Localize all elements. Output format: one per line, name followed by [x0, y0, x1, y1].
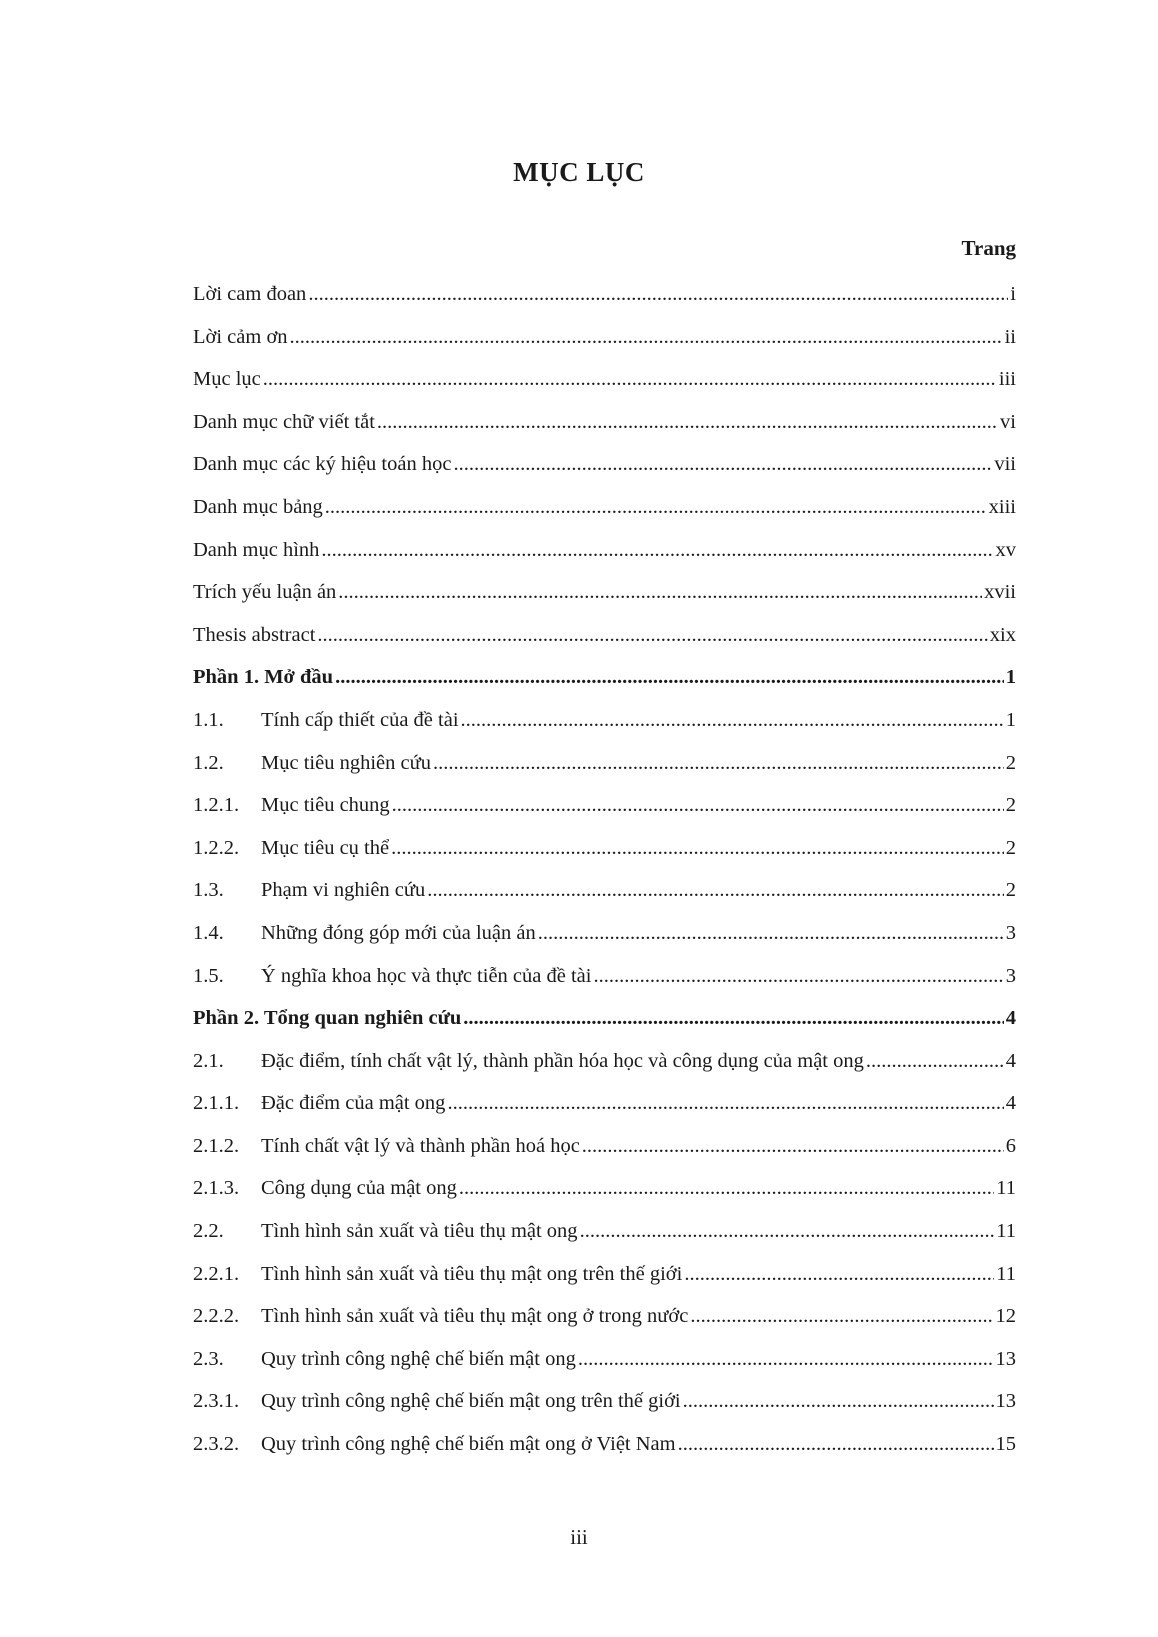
toc-entry[interactable]	[193, 1348, 1016, 1391]
toc-entry-page: 6	[1005, 1134, 1016, 1157]
toc-entry[interactable]	[193, 879, 1016, 922]
toc-entry-number: 2.3.1.	[193, 1390, 240, 1413]
toc-entry-page: 13	[995, 1347, 1016, 1370]
toc-dot-leader	[321, 539, 993, 562]
toc-entry-title: Tính chất vật lý và thành phần hoá học	[261, 1134, 580, 1157]
toc-dot-leader	[263, 368, 997, 391]
toc-entry[interactable]	[193, 1050, 1016, 1093]
toc-entry-number: 2.1.1.	[193, 1092, 240, 1115]
toc-entry-page: 11	[996, 1262, 1016, 1285]
toc-entry-page: 13	[995, 1390, 1016, 1413]
toc-entry-page: 2	[1005, 751, 1016, 774]
toc-entry-page: 2	[1005, 794, 1016, 817]
toc-entry-title: Danh mục bảng	[193, 495, 323, 518]
toc-entry-page: 11	[996, 1220, 1016, 1243]
toc-entry-number: 2.3.	[193, 1347, 224, 1370]
toc-entry-title: Quy trình công nghệ chế biến mật ong	[261, 1347, 576, 1370]
toc-entry-page: 4	[1005, 1092, 1016, 1115]
table-of-contents	[193, 283, 1016, 1476]
toc-dot-leader	[308, 283, 1008, 306]
toc-entry-title: Tình hình sản xuất và tiêu thụ mật ong ở trong nước	[261, 1305, 689, 1328]
toc-entry[interactable]	[193, 794, 1016, 837]
toc-entry-title: Danh mục các ký hiệu toán học	[193, 453, 452, 476]
page-title: MỤC LỤC	[513, 157, 645, 187]
toc-entry-page: xv	[995, 538, 1016, 561]
toc-entry-title: Đặc điểm của mật ong	[261, 1092, 446, 1115]
toc-dot-leader	[459, 1177, 994, 1200]
toc-dot-leader	[290, 326, 1003, 349]
toc-dot-leader	[684, 1263, 994, 1286]
toc-entry-title: Ý nghĩa khoa học và thực tiễn của đề tài	[261, 964, 592, 987]
toc-entry-title: Tính cấp thiết của đề tài	[261, 708, 459, 731]
toc-entry[interactable]	[193, 326, 1016, 369]
toc-entry-number: 1.1.	[193, 708, 224, 731]
toc-entry-page: 11	[996, 1177, 1016, 1200]
toc-entry-number: 2.1.3.	[193, 1177, 240, 1200]
toc-entry-number: 2.2.1.	[193, 1262, 240, 1285]
toc-entry[interactable]	[193, 1305, 1016, 1348]
toc-entry-page: iii	[998, 368, 1016, 391]
toc-entry-title: Mục tiêu nghiên cứu	[261, 751, 431, 774]
toc-entry-title: Phạm vi nghiên cứu	[261, 879, 426, 902]
toc-entry-page: 12	[995, 1305, 1016, 1328]
toc-dot-leader	[538, 922, 1004, 945]
toc-entry-title: Quy trình công nghệ chế biến mật ong trên thế giới	[261, 1390, 681, 1413]
toc-entry-page: 2	[1005, 836, 1016, 859]
toc-dot-leader	[433, 752, 1004, 775]
toc-entry[interactable]	[193, 1177, 1016, 1220]
toc-entry[interactable]	[193, 965, 1016, 1008]
toc-entry[interactable]	[193, 453, 1016, 496]
toc-entry[interactable]	[193, 539, 1016, 582]
toc-dot-leader	[463, 1007, 1003, 1030]
toc-entry[interactable]	[193, 1220, 1016, 1263]
toc-entry-title: Mục lục	[193, 368, 261, 391]
toc-entry-number: 1.5.	[193, 964, 224, 987]
toc-entry[interactable]	[193, 752, 1016, 795]
toc-dot-leader	[866, 1050, 1004, 1073]
toc-entry-number: 2.2.2.	[193, 1305, 240, 1328]
toc-dot-leader	[453, 453, 992, 476]
toc-entry[interactable]	[193, 283, 1016, 326]
toc-entry[interactable]	[193, 666, 1016, 709]
toc-dot-leader	[335, 666, 1004, 689]
toc-entry-title: Phần 2. Tổng quan nghiên cứu	[193, 1007, 462, 1030]
toc-entry-page: 1	[1005, 708, 1016, 731]
toc-entry-page: 15	[995, 1433, 1016, 1456]
toc-entry-title: Phần 1. Mở đầu	[193, 666, 334, 689]
toc-dot-leader	[317, 624, 987, 647]
toc-entry[interactable]	[193, 411, 1016, 454]
toc-entry-title: Thesis abstract	[193, 623, 316, 646]
toc-entry-number: 2.1.	[193, 1049, 224, 1072]
toc-entry-number: 1.3.	[193, 879, 224, 902]
toc-dot-leader	[580, 1220, 995, 1243]
footer-page-number: iii	[570, 1525, 588, 1549]
toc-dot-leader	[582, 1135, 1004, 1158]
toc-entry[interactable]	[193, 624, 1016, 667]
toc-entry-page: 3	[1005, 921, 1016, 944]
toc-entry-number: 1.2.	[193, 751, 224, 774]
toc-entry-page: 3	[1005, 964, 1016, 987]
toc-entry-number: 2.2.	[193, 1220, 224, 1243]
toc-dot-leader	[338, 581, 982, 604]
toc-entry-title: Những đóng góp mới của luận án	[261, 921, 536, 944]
toc-entry[interactable]	[193, 1092, 1016, 1135]
toc-entry-page: 4	[1005, 1007, 1016, 1030]
toc-dot-leader	[461, 709, 1004, 732]
toc-entry-number: 1.2.2.	[193, 836, 240, 859]
toc-entry-page: ii	[1004, 325, 1016, 348]
page-column-header: Trang	[961, 236, 1016, 260]
toc-entry-page: 2	[1005, 879, 1016, 902]
toc-entry-number: 1.4.	[193, 921, 224, 944]
toc-entry-page: i	[1010, 283, 1016, 305]
toc-dot-leader	[593, 965, 1003, 988]
toc-entry-page: xvii	[984, 581, 1016, 604]
toc-entry[interactable]	[193, 1433, 1016, 1476]
toc-entry-title: Lời cam đoan	[193, 283, 307, 305]
toc-dot-leader	[391, 837, 1004, 860]
toc-dot-leader	[392, 794, 1004, 817]
toc-dot-leader	[683, 1390, 994, 1413]
toc-entry-title: Lời cảm ơn	[193, 325, 288, 348]
toc-dot-leader	[377, 411, 998, 434]
toc-entry-title: Danh mục chữ viết tắt	[193, 410, 375, 433]
toc-entry-title: Trích yếu luận án	[193, 581, 337, 604]
toc-entry-title: Tình hình sản xuất và tiêu thụ mật ong trên thế giới	[261, 1262, 683, 1285]
toc-entry[interactable]	[193, 1390, 1016, 1433]
toc-entry[interactable]	[193, 922, 1016, 965]
toc-entry-title: Tình hình sản xuất và tiêu thụ mật ong	[261, 1220, 578, 1243]
toc-entry-page: vii	[994, 453, 1016, 476]
toc-entry-title: Danh mục hình	[193, 538, 320, 561]
toc-entry-title: Mục tiêu cụ thể	[261, 836, 390, 859]
toc-entry-title: Mục tiêu chung	[261, 794, 390, 817]
toc-entry-page: vi	[1000, 410, 1016, 433]
toc-dot-leader	[690, 1305, 993, 1328]
toc-entry[interactable]	[193, 368, 1016, 411]
toc-entry[interactable]	[193, 1263, 1016, 1306]
toc-entry[interactable]	[193, 581, 1016, 624]
toc-entry[interactable]	[193, 1135, 1016, 1178]
toc-entry-page: xiii	[988, 495, 1016, 518]
toc-dot-leader	[678, 1433, 994, 1456]
toc-entry-title: Công dụng của mật ong	[261, 1177, 457, 1200]
toc-entry-title: Quy trình công nghệ chế biến mật ong ở Việt Nam	[261, 1433, 676, 1456]
toc-entry-page: xix	[989, 623, 1016, 646]
toc-entry-page: 1	[1005, 666, 1016, 689]
toc-entry-number: 2.3.2.	[193, 1433, 240, 1456]
toc-entry-title: Đặc điểm, tính chất vật lý, thành phần hóa học và công dụng của mật ong	[261, 1049, 864, 1072]
toc-entry[interactable]	[193, 496, 1016, 539]
toc-entry-page: 4	[1005, 1049, 1016, 1072]
toc-dot-leader	[578, 1348, 994, 1371]
toc-entry[interactable]	[193, 709, 1016, 752]
toc-entry-number: 1.2.1.	[193, 794, 240, 817]
toc-dot-leader	[427, 879, 1003, 902]
toc-entry-number: 2.1.2.	[193, 1134, 240, 1157]
toc-dot-leader	[447, 1092, 1003, 1115]
toc-entry[interactable]	[193, 1007, 1016, 1050]
toc-entry[interactable]	[193, 837, 1016, 880]
toc-dot-leader	[325, 496, 987, 519]
